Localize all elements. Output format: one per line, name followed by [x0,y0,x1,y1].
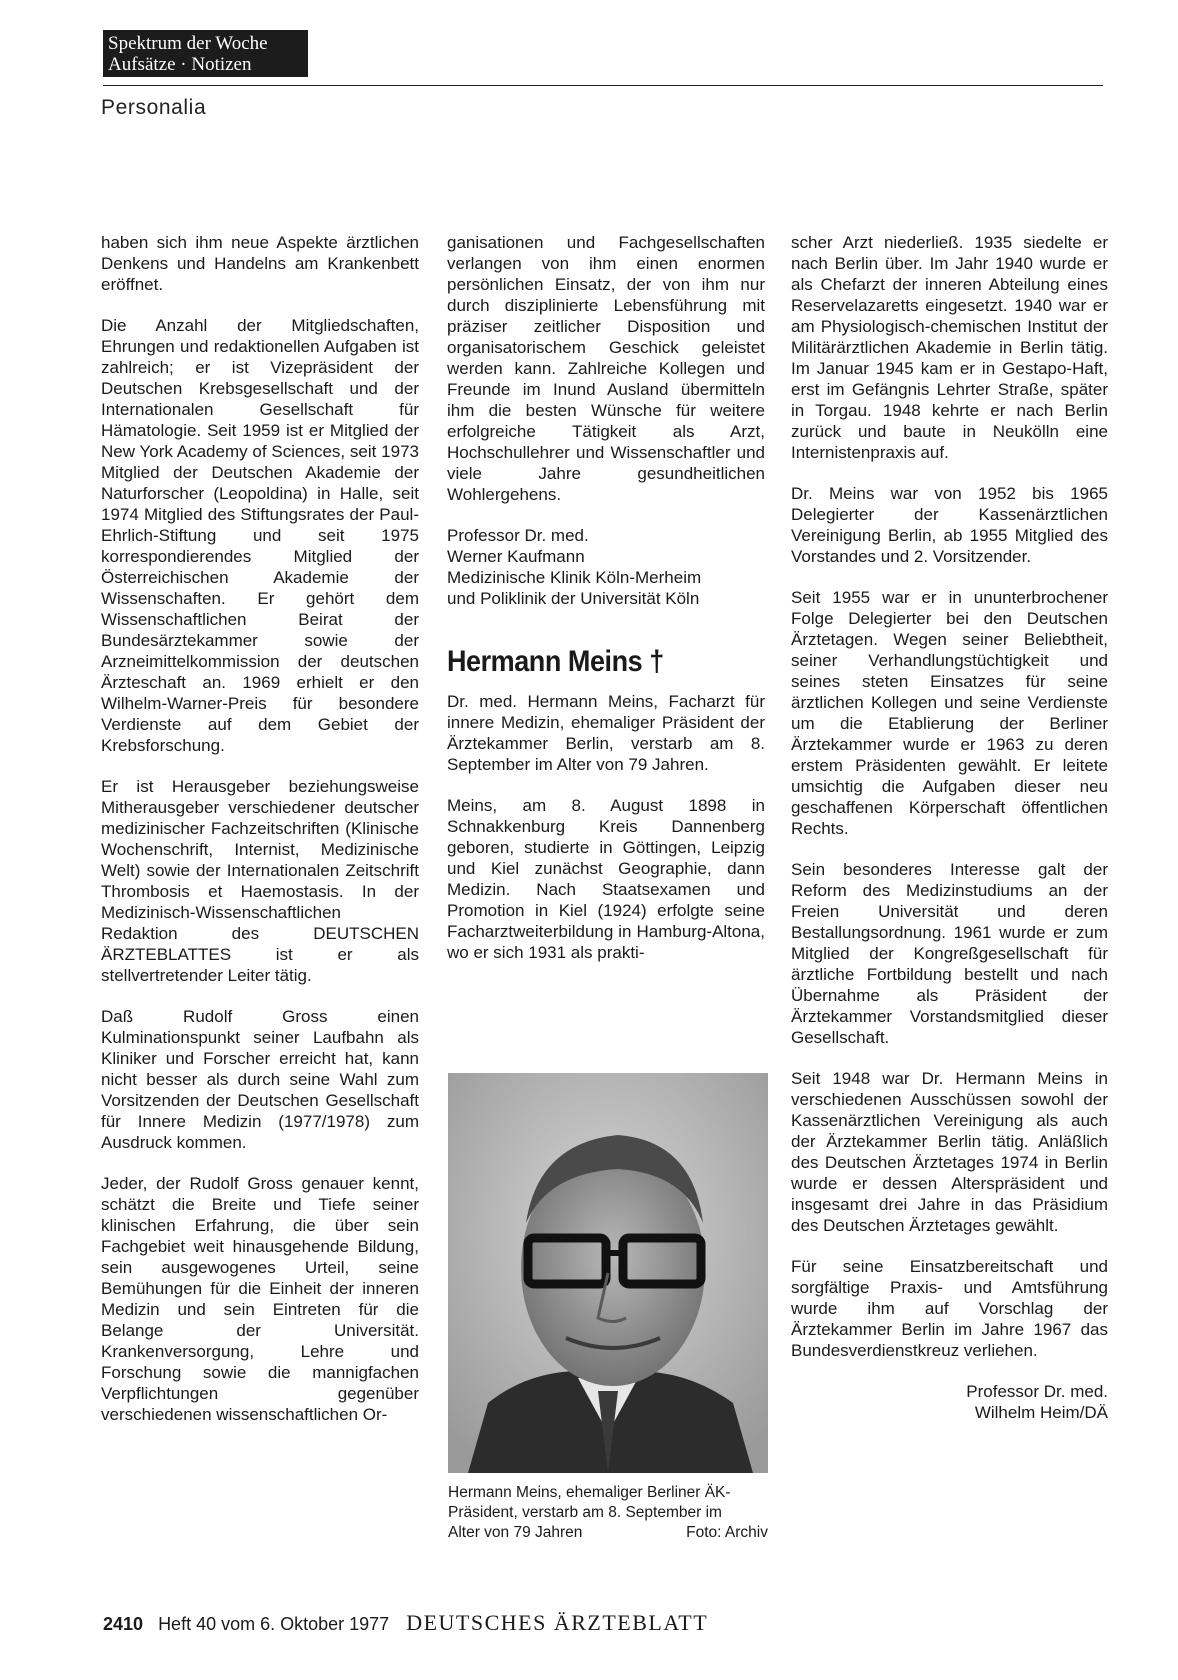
dagger-mark: † [649,645,664,678]
paragraph: Dr. med. Hermann Meins, Facharzt für innere Medizin, ehemaliger Präsident der Ärztekammer Berlin, verstarb am 8. September im Alter von 79 Jahren. [447,692,765,774]
column-2 [447,232,765,983]
page-number: 2410 [103,1614,144,1634]
paragraph: Jeder, der Rudolf Gross genauer kennt, schätzt die Breite und Tiefe seiner klinischen Erfahrung, die über sein Fachgebiet weit hinausgehende Bildung, sein ausgewogenes Urteil, seine Bemühungen für die Einheit der inneren Medizin und sein Eintreten für die Belange der Universität. Krankenversorgung, Lehre und Forschung sowie die mannigfachen Verpflichtungen gegenüber verschiedenen wissenschaftlichen Or- [101,1174,419,1424]
paragraph: scher Arzt niederließ. 1935 siedelte er nach Berlin über. Im Jahr 1940 wurde er als Chefarzt der inneren Abteilung eines Reservelazaretts eingesetzt. 1940 war er am Physiologisch-chemischen Institut der Militärärztlichen Akademie in Berlin tätig. Im Januar 1945 kam er in Gestapo-Haft, erst im Gefängnis Lehrter Straße, später in Torgau. 1948 kehrte er nach Berlin zurück und baute in Neukölln eine Internistenpraxis auf. [791,233,1108,462]
column-1 [101,232,419,1445]
signature-line: Medizinische Klinik Köln-Merheim [447,568,702,587]
section-badge [103,30,308,77]
signature-line: Wilhelm Heim/DÄ [974,1403,1108,1422]
portrait-photo [448,1073,768,1473]
caption-line: Präsident, verstarb am 8. September im [448,1504,722,1521]
paragraph: haben sich ihm neue Aspekte ärztlichen Denkens und Handelns am Krankenbett eröffnet. [101,233,419,294]
section-badge-line2: Aufsätze · Notizen [108,54,252,75]
caption-credit-line [448,1523,768,1543]
photo-credit: Foto: Archiv [686,1524,768,1541]
photo-caption [448,1483,768,1543]
rubric-label: Personalia [101,96,207,119]
caption-line: Alter von 79 Jahren [448,1524,583,1541]
article-title-text: Hermann Meins [447,645,643,678]
page-footer [103,1610,708,1636]
paragraph: Daß Rudolf Gross einen Kulminationspunkt seiner Laufbahn als Kliniker und Forscher erreicht hat, kann nicht besser als durch seine Wahl zum Vorsitzenden der Deutschen Gesellschaft für Innere Medizin (1977/1978) zum Ausdruck kommen. [101,1007,419,1152]
paragraph: ganisationen und Fachgesellschaften verlangen von ihm einen enormen persönlichen Einsatz, der von ihm nur durch disziplinierte Lebensführung mit präziser zeitlicher Disposition und organisatorischem Geschick geleistet werden kann. Zahlreiche Kollegen und Freunde im Inund Ausland übermitteln ihm die besten Wünsche für weitere erfolgreiche Tätigkeit als Arzt, Hochschullehrer und Wissenschaftler und viele Jahre gesundheitlichen Wohlergehens. [447,233,765,504]
paragraph: Die Anzahl der Mitgliedschaften, Ehrungen und redaktionellen Aufgaben ist zahlreich; er ist Vizepräsident der Deutschen Krebsgesellschaft und der Internationalen Gesellschaft für Hämatologie. Seit 1959 ist er Mitglied der New York Academy of Sciences, seit 1973 Mitglied der Deutschen Akademie der Naturforscher (Leopoldina) in Halle, seit 1974 Mitglied des Stiftungsrates der Paul-Ehrlich-Stiftung und seit 1975 korrespondierendes Mitglied der Österreichischen Akademie der Wissenschaften. Er gehört dem Wissenschaftlichen Beirat der Bundesärztekammer sowie der Arzneimittelkommission der deutschen Ärzteschaft an. 1969 erhielt er den Wilhelm-Warner-Preis für besondere Verdienste auf dem Gebiet der Krebsforschung. [101,316,419,755]
column-3 [791,232,1108,1423]
paragraph: Sein besonderes Interesse galt der Reform des Medizinstudiums an der Freien Universität und deren Bestallungsordnung. 1961 wurde er zum Mitglied der Kongreßgesellschaft für ärztliche Fortbildung bestellt und nach Übernahme als Präsident der Ärztekammer Vorstandsmitglied dieser Gesellschaft. [791,860,1108,1047]
paragraph: Dr. Meins war von 1952 bis 1965 Delegierter der Kassenärztlichen Vereinigung Berlin, ab 1955 Mitglied des Vorstandes und 2. Vorsitzender. [791,484,1108,566]
issue-info: Heft 40 vom 6. Oktober 1977 [158,1614,390,1634]
paragraph: Meins, am 8. August 1898 in Schnakkenburg Kreis Dannenberg geboren, studierte in Göttingen, Leipzig und Kiel zunächst Geographie, dann Medizin. Nach Staatsexamen und Promotion in Kiel (1924) erfolgte seine Facharztweiterbildung in Hamburg-Altona, wo er sich 1931 als prakti- [447,796,765,962]
paragraph: Er ist Herausgeber beziehungsweise Mitherausgeber verschiedener deutscher medizinischer Fachzeitschriften (Klinische Wochenschrift, Internist, Medizinische Welt) sowie der Internationalen Zeitschrift Thrombosis et Haemostasis. In der Medizinisch-Wissenschaftlichen Redaktion des DEUTSCHEN ÄRZTEBLATTES ist er als stellvertretender Leiter tätig. [101,777,419,985]
article-title [447,645,733,679]
paragraph: Seit 1955 war er in ununterbrochener Folge Delegierter bei den Deutschen Ärztetagen. Wegen seiner Beliebtheit, seiner Verhandlungstüchtigkeit und seines steten Einsatzes für seine ärztlichen Kollegen und seine Verdienste um die Etablierung der Berliner Ärztekammer wurde er 1963 zu deren erstem Präsidenten gewählt. Er leitete umsichtig die Aufgaben dieser neu geschaffenen Körperschaft öffentlichen Rechts. [791,588,1108,838]
portrait-image [448,1073,768,1473]
paragraph: Seit 1948 war Dr. Hermann Meins in verschiedenen Ausschüssen sowohl der Kassenärztlichen Vereinigung als auch der Ärztekammer Berlin tätig. Anläßlich des Deutschen Ärztetages 1974 in Berlin wurde er dessen Alterspräsident und insgesamt drei Jahre in das Präsidium des Deutschen Ärztetages gewählt. [791,1069,1108,1235]
caption-line: Hermann Meins, ehemaliger Berliner ÄK- [448,1484,731,1501]
journal-name: DEUTSCHES ÄRZTEBLATT [406,1610,709,1635]
signature-line: und Poliklinik der Universität Köln [447,589,700,608]
header-rule [103,85,1103,86]
signature-line: Professor Dr. med. [447,526,589,545]
author-signature [791,1381,1108,1423]
signature-line: Werner Kaufmann [447,547,585,566]
paragraph: Für seine Einsatzbereitschaft und sorgfältige Praxis- und Amtsführung wurde ihm auf Vorschlag der Ärztekammer Berlin im Jahre 1967 das Bundesverdienstkreuz verliehen. [791,1257,1108,1360]
section-badge-line1: Spektrum der Woche [108,33,268,54]
author-signature [447,525,765,609]
signature-line: Professor Dr. med. [966,1382,1108,1401]
